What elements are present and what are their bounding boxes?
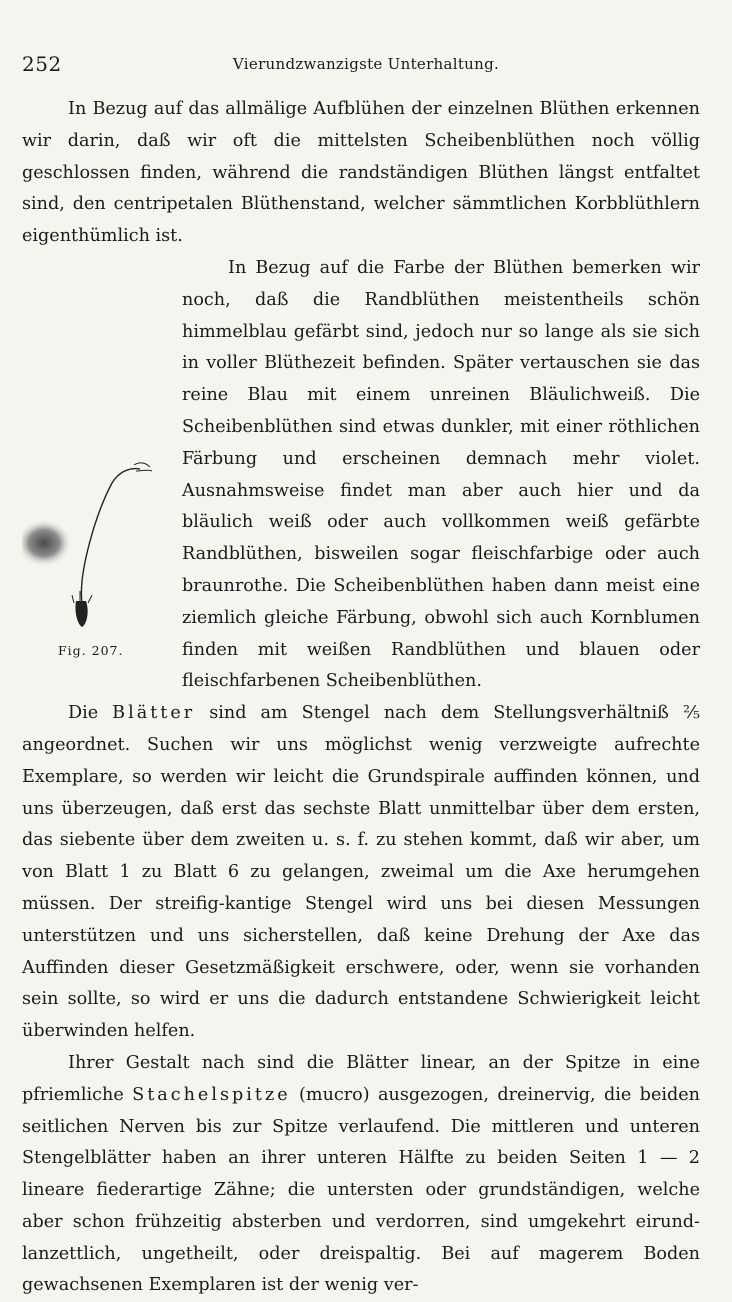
running-title: Vierundzwanzigste Unterhaltung. bbox=[232, 55, 500, 73]
paragraph-leaf-shape bbox=[22, 1048, 700, 1302]
paragraph-blossoming: In Bezug auf das allmälige Aufblühen der einzelnen Blüthen erkennen wir darin, daß wir oft die mittelsten Scheibenblüthen noch völlig geschlossen finden, während die randständigen Blüthen längst entfaltet sind, den centripetalen Blüthenstand, welcher sämmtlichen Korbblüthlern eigenthümlich ist. bbox=[22, 99, 700, 247]
term-stachelspitze: Stachelspitze bbox=[132, 1084, 291, 1105]
paragraph-leaf-shape-intro: Ihrer Gestalt nach sind die Blätter linear, an der Spitze in eine pfriemliche bbox=[22, 1052, 700, 1105]
flower-tip bbox=[134, 463, 152, 471]
flower-bud bbox=[75, 601, 87, 627]
body-text bbox=[22, 94, 700, 1302]
figure-207 bbox=[22, 253, 182, 668]
term-blaetter: Blätter bbox=[112, 703, 196, 724]
paragraph-leaf-shape-text: (mucro) ausgezogen, dreinervig, die beiden seitlichen Nerven bis zur Spitze verlaufend. Die mittleren und unteren Stengelblätter haben an ihrer unteren Hälfte zu beiden Seiten 1 — 2 lineare fiederartige Zähne; die untersten oder grundständigen, welche aber schon frühzeitig absterben und verdorren, sind umgekehrt eirund-lanzettlich, ungetheilt, oder dreispaltig. Bei auf magerem Boden gewachsenen Exemplaren ist der wenig ver- bbox=[22, 1084, 700, 1296]
page-header bbox=[22, 52, 710, 78]
paragraph-leaves-text: sind am Stengel nach dem Stellungsverhältniß ⅖ angeordnet. Suchen wir uns möglichst wenig verzweigte aufrechte Exemplare, so werden wir leicht die Grundspirale auffinden können, und uns überzeugen, daß erst das sechste Blatt unmittelbar über dem ersten, das siebente über dem zweiten u. s. f. zu stehen kommt, daß wir aber, um von Blatt 1 zu Blatt 6 zu gelangen, zweimal um die Axe herumgehen müssen. Der streifig-kantige Stengel wird uns bei diesen Messungen unterstützen und uns sicherstellen, daß keine Drehung der Axe das Auffinden dieser Gesetzmäßigkeit erschwere, oder, wenn sie vorhanden sein sollte, so wird er uns die dadurch entstandene Schwierigkeit leicht überwinden helfen. bbox=[22, 703, 701, 1042]
figure-207-illustration bbox=[22, 453, 172, 633]
flower-head-spot bbox=[22, 519, 72, 567]
flower-stalk bbox=[81, 469, 140, 603]
paragraph-colour: In Bezug auf die Farbe der Blüthen bemerken wir noch, daß die Randblüthen meistentheils schön himmelblau gefärbt sind, jedoch nur so lange als sie sich in voller Blüthezeit befinden. Später vertauschen sie das reine Blau mit einem unreinen Bläulichweiß. Die Scheibenblüthen sind etwas dunkler, mit einer röthlichen Färbung und erscheinen demnach mehr violet. Ausnahmsweise findet man aber auch hier und da bläulich weiß oder auch vollkommen weiß gefärbte Randblüthen, bisweilen sogar fleischfarbige oder auch braunrothe. Die Scheibenblüthen haben dann meist eine ziemlich gleiche Färbung, obwohl sich auch Kornblumen finden mit weißen Randblüthen und blauen oder fleischfarbenen Scheibenblüthen. bbox=[182, 257, 700, 692]
paragraph-leaves-intro: Die bbox=[68, 703, 99, 724]
paragraph-leaves bbox=[22, 698, 700, 1048]
page-number: 252 bbox=[22, 52, 62, 76]
figure-caption: Fig. 207. bbox=[58, 642, 124, 658]
